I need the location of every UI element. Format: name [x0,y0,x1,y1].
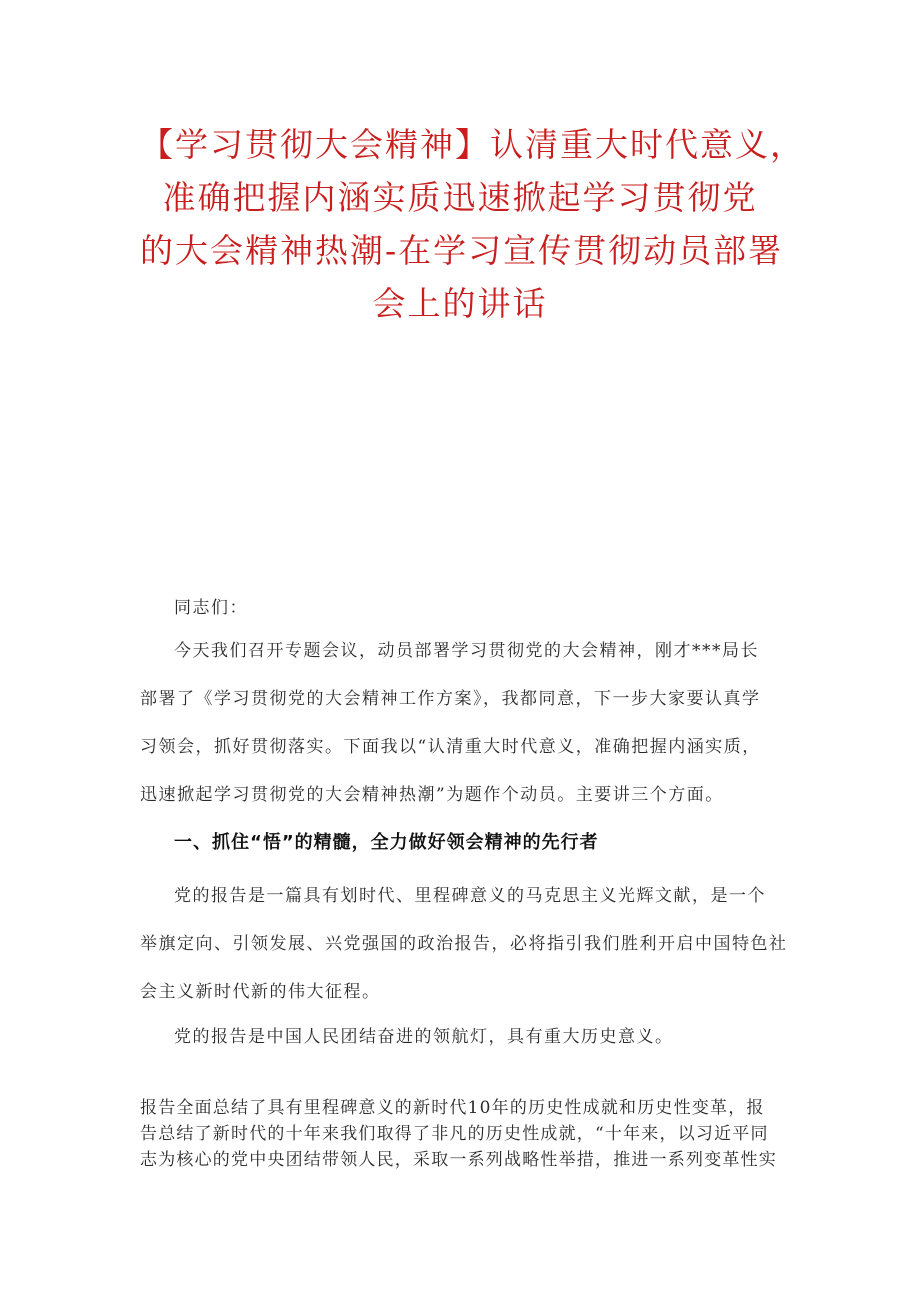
paragraph-4-line-1: 报告全面总结了具有里程碑意义的新时代10年的历史性成就和历史性变革，报 [140,1098,765,1118]
paragraph-2 [140,872,788,1016]
paragraph-2-line-1: 党的报告是一篇具有划时代、里程碑意义的马克思主义光辉文献，是一个 [174,886,766,906]
paragraph-3 [140,1013,782,1061]
greeting-text: 同志们： [174,598,248,618]
paragraph-1-line-4: 迅速掀起学习贯彻党的大会精神热潮”为题作个动员。主要讲三个方面。 [140,785,724,805]
title-line-3: 的大会精神热潮-在学习宣传贯彻动员部署 [140,231,784,270]
paragraph-2-line-2: 举旗定向、引领发展、兴党强国的政治报告，必将指引我们胜利开启中国特色社 [140,934,788,954]
section-1-heading: 一、抓住“悟”的精髓，全力做好领会精神的先行者 [174,832,599,853]
title-line-2: 准确把握内涵实质迅速掀起学习贯彻党 [162,178,758,217]
paragraph-4 [140,1095,782,1173]
greeting [174,584,816,632]
paragraph-3-line-1: 党的报告是中国人民团结奋进的领航灯，具有重大历史意义。 [174,1027,674,1047]
paragraph-4-line-2: 告总结了新时代的十年来我们取得了非凡的历史性成就，“十年来，以习近平同 [140,1124,769,1144]
paragraph-4-line-3: 志为核心的党中央团结带领人民，采取一系列战略性举措，推进一系列变革性实 [140,1150,777,1170]
document-title [140,118,805,330]
title-line-4: 会上的讲话 [372,284,548,323]
paragraph-1-line-1: 今天我们召开专题会议，动员部署学习贯彻党的大会精神，刚才***局长 [174,641,759,661]
paragraph-1 [140,627,782,819]
paragraph-2-line-3: 会主义新时代新的伟大征程。 [140,982,381,1002]
paragraph-1-line-2: 部署了《学习贯彻党的大会精神工作方案》，我都同意，下一步大家要认真学 [140,689,761,709]
title-line-1: 【学习贯彻大会精神】认清重大时代意义， [140,125,805,164]
paragraph-1-line-3: 习领会，抓好贯彻落实。下面我以“认清重大时代意义，准确把握内涵实质， [140,737,761,757]
